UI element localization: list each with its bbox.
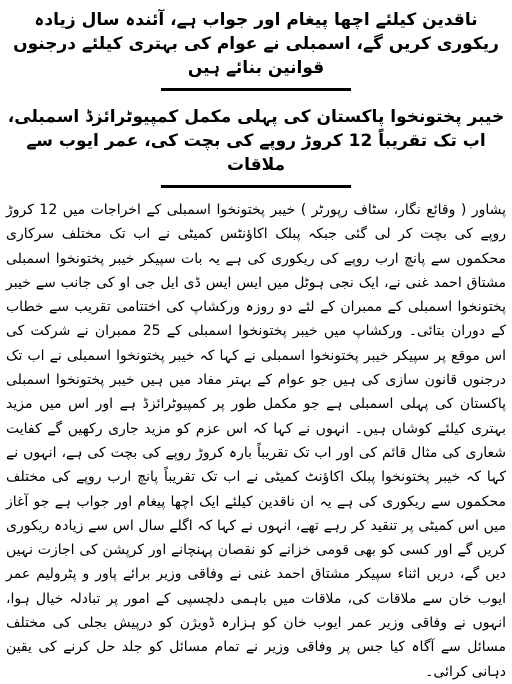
divider-rule [161, 88, 351, 91]
divider-rule [161, 185, 351, 188]
headline-secondary: خیبر پختونخوا پاکستان کی پہلی مکمل کمپیوٹرائزڈ اسمبلی، اب تک تقریباً 12 کروڑ روپے کی بچت کی، عمر ایوب سے ملاقات [7, 107, 505, 175]
article-body: پشاور ( وقائع نگار، سٹاف رپورٹر ) خیبر پختونخوا اسمبلی کے اخراجات میں 12 کروڑ روپے کی بچت کر لی گئی جبکہ پبلک اکاؤنٹس کمیٹی نے اب تک مختلف سرکاری محکموں سے پانچ ارب روپے کی ریکوری کی ہے یہ بات سپیکر خیبر پختونخوا اسمبلی مشتاق احمد غنی نے، ایک نجی ہوٹل میں ایس ایس ڈی ایل جی او کی جانب سے خیبر پختونخوا اسمبلی کے ممبران کے لئے دو روزہ ورکشاپ کی اختتامی تقریب سے خطاب کے دوران بتائی۔ ورکشاپ میں خیبر پختونخوا اسمبلی کے 25 ممبران نے شرکت کی اس موقع پر سپیکر خیبر پختونخوا اسمبلی نے کہا کہ خیبر پختونخوا اسمبلی نے اب تک درجنوں قانون سازی کی ہیں جو عوام کے بہتر مفاد میں ہیں خیبر پختونخوا اسمبلی پاکستان کی پہلی اسمبلی ہے جو مکمل طور پر کمپیوٹرائزڈ ہے اور اس میں مزید بہتری کیلئے کوشاں ہیں۔ انہوں نے کہا کہ اس عزم کو مزید جاری رکھیں گے کفایت شعاری کی مثال قائم کی اور اب تک تقریباً بارہ کروڑ روپے کی بچت کی ہے، انہوں نے کہا کہ خیبر پختونخوا پبلک اکاؤنٹ کمیٹی نے اب تک تقریباً پانچ ارب روپے کی مختلف محکموں سے ریکوری کی ہے یہ ان ناقدین کیلئے ایک اچھا پیغام اور جواب ہے جو آغاز میں اس کمیٹی پر تنقید کر رہے تھے، انہوں نے کہا کہ اگلے سال اس سے زیادہ ریکوری کریں گے اور کسی کو بھی قومی خزانے کو نقصان پہنچانے اور کرپشن کی اجازت نہیں دیں گے، دریں اثناء سپیکر مشتاق احمد غنی نے وفاقی وزیر برائے پاور و پٹرولیم عمر ایوب خان سے ملاقات کی، ملاقات میں باہمی دلچسپی کے امور پر تبادلہ خیال ہوا، انہوں نے وفاقی وزیر عمر ایوب خان کو ہزارہ ڈویژن کو درپیش بجلی کی مختلف مسائل سے آگاہ کیا جس پر وفاقی وزیر نے تمام مسائل کو جلد حل کرنے کی یقین دہانی کرائی۔ [6, 202, 506, 680]
headline-primary: ناقدین کیلئے اچھا پیغام اور جواب ہے، آئندہ سال زیادہ ریکوری کریں گے، اسمبلی نے عوام کی بہتری کیلئے درجنوں قوانین بنائے ہیں [13, 10, 499, 78]
